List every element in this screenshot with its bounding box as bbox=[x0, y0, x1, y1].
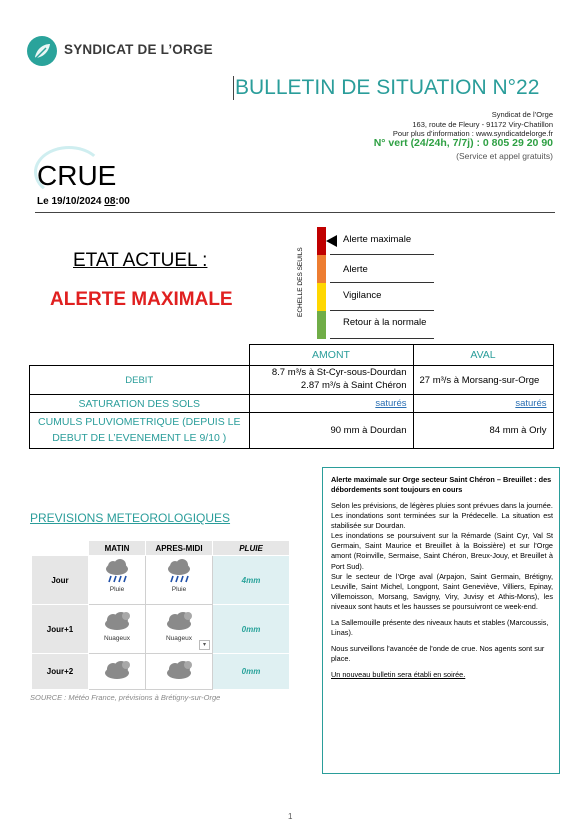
scale-label-normale: Retour à la normale bbox=[343, 317, 427, 328]
scale-divider bbox=[330, 254, 434, 255]
alert-box-surveillance: Nous surveillons l’avancée de l’onde de crue. Nos agents sont sur place. bbox=[331, 643, 545, 663]
wx-day-label: Jour+2 bbox=[32, 654, 89, 690]
scale-segment-alerte-maximale bbox=[317, 227, 326, 255]
crue-title: CRUE bbox=[37, 160, 117, 191]
cloud-icon bbox=[102, 656, 132, 684]
org-name: SYNDICAT DE L’ORGE bbox=[64, 42, 213, 57]
scale-segment-alerte bbox=[317, 255, 326, 283]
cloud-icon bbox=[164, 656, 194, 684]
scale-segment-normale bbox=[317, 311, 326, 339]
bulletin-title: BULLETIN DE SITUATION N°22 bbox=[235, 76, 540, 99]
saturation-aval: saturés bbox=[413, 395, 553, 413]
rain-cloud-icon bbox=[102, 558, 132, 586]
wx-apres-midi-cell: Pluie bbox=[146, 556, 213, 605]
green-number: N° vert (24/24h, 7/7j) : 0 805 29 20 90 bbox=[373, 137, 553, 149]
wx-header-matin: MATIN bbox=[89, 541, 146, 556]
scale-segment-vigilance bbox=[317, 283, 326, 311]
service-note: (Service et appel gratuits) bbox=[456, 151, 553, 161]
wx-day-label: Jour+1 bbox=[32, 605, 89, 654]
dropdown-arrow-icon[interactable]: ▾ bbox=[199, 640, 210, 650]
wx-apres-midi-cell: Nuageux ▾ bbox=[146, 605, 213, 654]
wx-header-apres-midi: APRES-MIDI bbox=[146, 541, 213, 556]
wx-apres-midi-cell bbox=[146, 654, 213, 690]
scale-divider bbox=[330, 310, 434, 311]
hydro-table bbox=[29, 344, 554, 449]
wx-pluie-value: 0mm bbox=[213, 605, 290, 654]
cloud-icon bbox=[102, 607, 132, 635]
page-number: 1 bbox=[288, 812, 293, 821]
address-line-1: Syndicat de l’Orge bbox=[491, 110, 553, 119]
debit-amont: 8.7 m³/s à St-Cyr-sous-Dourdan 2.87 m³/s à Saint Chéron bbox=[249, 366, 413, 395]
address-line-2: 163, route de Fleury - 91172 Viry-Chatillon bbox=[412, 120, 553, 129]
threshold-scale-bar bbox=[317, 227, 326, 339]
wx-day-label: Jour bbox=[32, 556, 89, 605]
weather-source: SOURCE : Météo France, prévisions à Brétigny-sur-Orge bbox=[30, 693, 221, 702]
saturation-amont: saturés bbox=[249, 395, 413, 413]
bulletin-date: Le 19/10/2024 08:00 bbox=[37, 196, 130, 207]
weather-table bbox=[31, 540, 290, 690]
col-amont-header: AMONT bbox=[249, 345, 413, 366]
wx-header-pluie: PLUIE bbox=[213, 541, 290, 556]
scale-label-vigilance: Vigilance bbox=[343, 290, 382, 301]
cumuls-amont: 90 mm à Dourdan bbox=[249, 413, 413, 449]
etat-actuel-value: ALERTE MAXIMALE bbox=[50, 289, 233, 310]
syndicat-logo-icon bbox=[27, 36, 57, 66]
row-cumuls-label: CUMULS PLUVIOMETRIQUE (DEPUIS LE DEBUT DE L’EVENEMENT LE 9/10 ) bbox=[30, 413, 250, 449]
scale-label-alerte-maximale: Alerte maximale bbox=[343, 234, 412, 245]
alert-summary-box bbox=[322, 467, 560, 774]
scale-divider bbox=[330, 338, 434, 339]
wx-pluie-value: 4mm bbox=[213, 556, 290, 605]
col-aval-header: AVAL bbox=[413, 345, 553, 366]
row-debit-label: DEBIT bbox=[30, 366, 250, 395]
cumuls-aval: 84 mm à Orly bbox=[413, 413, 553, 449]
alert-box-title: Alerte maximale sur Orge secteur Saint Chéron – Breuillet : des débordements sont toujours en cours bbox=[331, 475, 552, 495]
row-saturation-label: SATURATION DES SOLS bbox=[30, 395, 250, 413]
alert-box-sallemouille: La Sallemouille présente des niveaux hauts et stables (Marcoussis, Linas). bbox=[331, 617, 549, 637]
etat-actuel-label: ETAT ACTUEL : bbox=[73, 250, 208, 271]
address-line-3: Pour plus d’information : www.syndicatdelorge.fr bbox=[392, 129, 553, 138]
current-level-pointer-icon bbox=[326, 235, 337, 247]
cloud-icon bbox=[164, 607, 194, 635]
next-bulletin-note: Un nouveau bulletin sera établi en soirée. bbox=[331, 670, 466, 680]
debit-aval: 27 m³/s à Morsang-sur-Orge bbox=[413, 366, 553, 395]
wx-matin-cell bbox=[89, 654, 146, 690]
alert-box-paragraph: Selon les prévisions, de légères pluies sont prévues dans la journée. Les inondations sont terminées sur la Prédecelle. La situation est stabilisée sur Dourdan. Les inondations se poursuivent sur la Rémarde (Saint Cyr, Val St Germain, Saint Maurice et Breuillet à la Boissière) et sur l’Orge amont (Roinville, Sermaise, Saint Chéron, Breux-Jouy, et Breuillet à Port Sud). Sur le secteur de l’Orge aval (Arpajon, Saint Germain, Brétigny, Leuville, Saint Michel, Longpont, Saint Geneviève, Villiers, Epinay, Villemoisson, Morsang, Savigny, Viry, Juvisy et Athis-Mons), les niveaux sont hauts et les hausses se poursuivront ce week-end. bbox=[331, 501, 553, 611]
wx-matin-cell: Nuageux bbox=[89, 605, 146, 654]
rain-cloud-icon bbox=[164, 558, 194, 586]
scale-divider bbox=[330, 282, 434, 283]
previsions-title: PREVISIONS METEOROLOGIQUES bbox=[30, 511, 231, 525]
echelle-axis-label: ECHELLE DES SEUILS bbox=[297, 247, 304, 317]
scale-label-alerte: Alerte bbox=[343, 264, 368, 275]
wx-pluie-value: 0mm bbox=[213, 654, 290, 690]
wx-matin-cell: Pluie bbox=[89, 556, 146, 605]
header-divider bbox=[35, 212, 555, 213]
